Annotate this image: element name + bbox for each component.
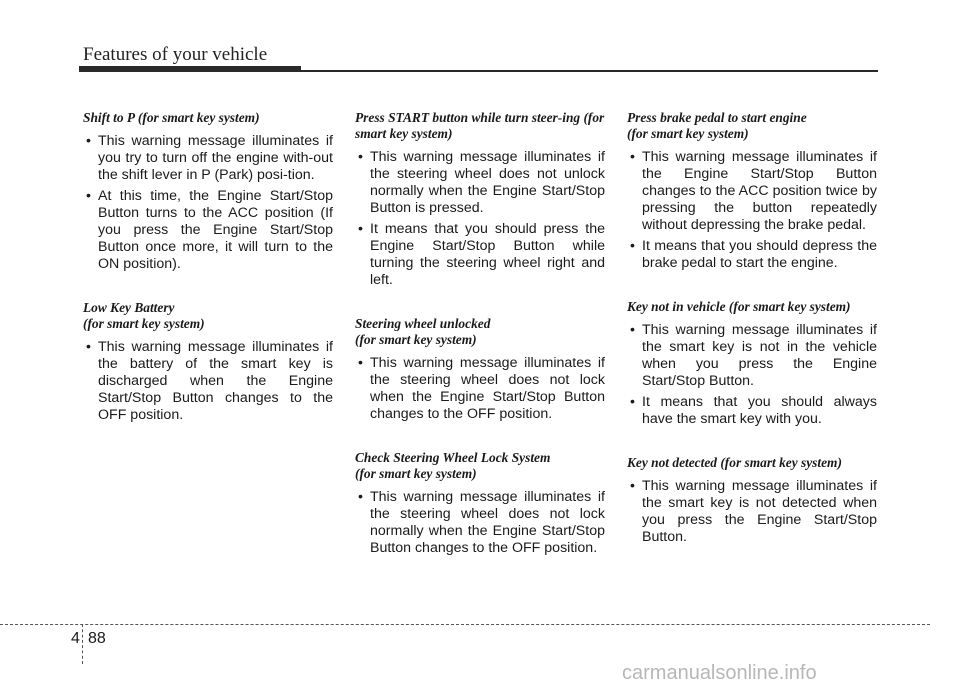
bullet-list [83,133,333,273]
bullet-item: • This warning message illuminates if you try to turn off the engine with-out the shift lever in P (Park) posi-tion. [83,133,333,184]
bullet-list [355,355,605,423]
section-number: 4 [71,630,80,647]
bullet-item: • This warning message illuminates if the smart key is not detected when you press the Engine Start/Stop Button. [627,478,877,546]
bullet-item: • It means that you should depress the brake pedal to start the engine. [627,238,877,272]
bullet-list [83,339,333,424]
bullet-list [355,489,605,557]
bullet-item: • This warning message illuminates if the smart key is not in the vehicle when you press the Engine Start/Stop Button. [627,322,877,390]
bullet-item: • This warning message illuminates if the steering wheel does not unlock normally when the Engine Start/Stop Button is pressed. [355,149,605,217]
section-heading: Key not detected (for smart key system) [627,455,842,470]
bullet-item: • At this time, the Engine Start/Stop Button turns to the ACC position (If you press the Engine Start/Stop Button once more, it will turn to the ON position). [83,188,333,273]
bullet-item: • This warning message illuminates if the steering wheel does not lock normally when the Engine Start/Stop Button changes to the OFF position. [355,489,605,557]
section-heading: Key not in vehicle (for smart key system) [627,299,851,314]
footer-separator [82,624,83,664]
section-heading: Low Key Battery (for smart key system) [83,300,205,331]
section-heading: Press brake pedal to start engine (for smart key system) [627,110,807,141]
column-1 [83,110,333,428]
bullet-item: • This warning message illuminates if the Engine Start/Stop Button changes to the ACC position twice by pressing the button repeatedly without depressing the brake pedal. [627,149,877,234]
bullet-item: • This warning message illuminates if the steering wheel does not lock when the Engine Start/Stop Button changes to the OFF position. [355,355,605,423]
section-heading: Steering wheel unlocked (for smart key system) [355,316,491,347]
section-heading: Press START button while turn steer-ing (for smart key system) [355,110,605,141]
footer-rule [0,624,930,625]
bullet-list [355,149,605,289]
header-rule [300,70,878,72]
watermark: carmanualsonline.info [622,662,817,684]
header-bar [79,66,301,72]
page-header-title: Features of your vehicle [83,44,268,65]
bullet-item: • It means that you should always have the smart key with you. [627,394,877,428]
section-heading: Shift to P (for smart key system) [83,110,260,125]
column-3 [627,110,877,550]
bullet-item: • This warning message illuminates if the battery of the smart key is discharged when the Engine Start/Stop Button changes to the OFF position. [83,339,333,424]
section-heading: Check Steering Wheel Lock System (for smart key system) [355,450,551,481]
bullet-list [627,149,877,272]
bullet-item: • It means that you should press the Engine Start/Stop Button while turning the steering wheel right and left. [355,221,605,289]
column-2 [355,110,605,561]
bullet-list [627,478,877,546]
page-number: 88 [88,630,106,647]
bullet-list [627,322,877,428]
